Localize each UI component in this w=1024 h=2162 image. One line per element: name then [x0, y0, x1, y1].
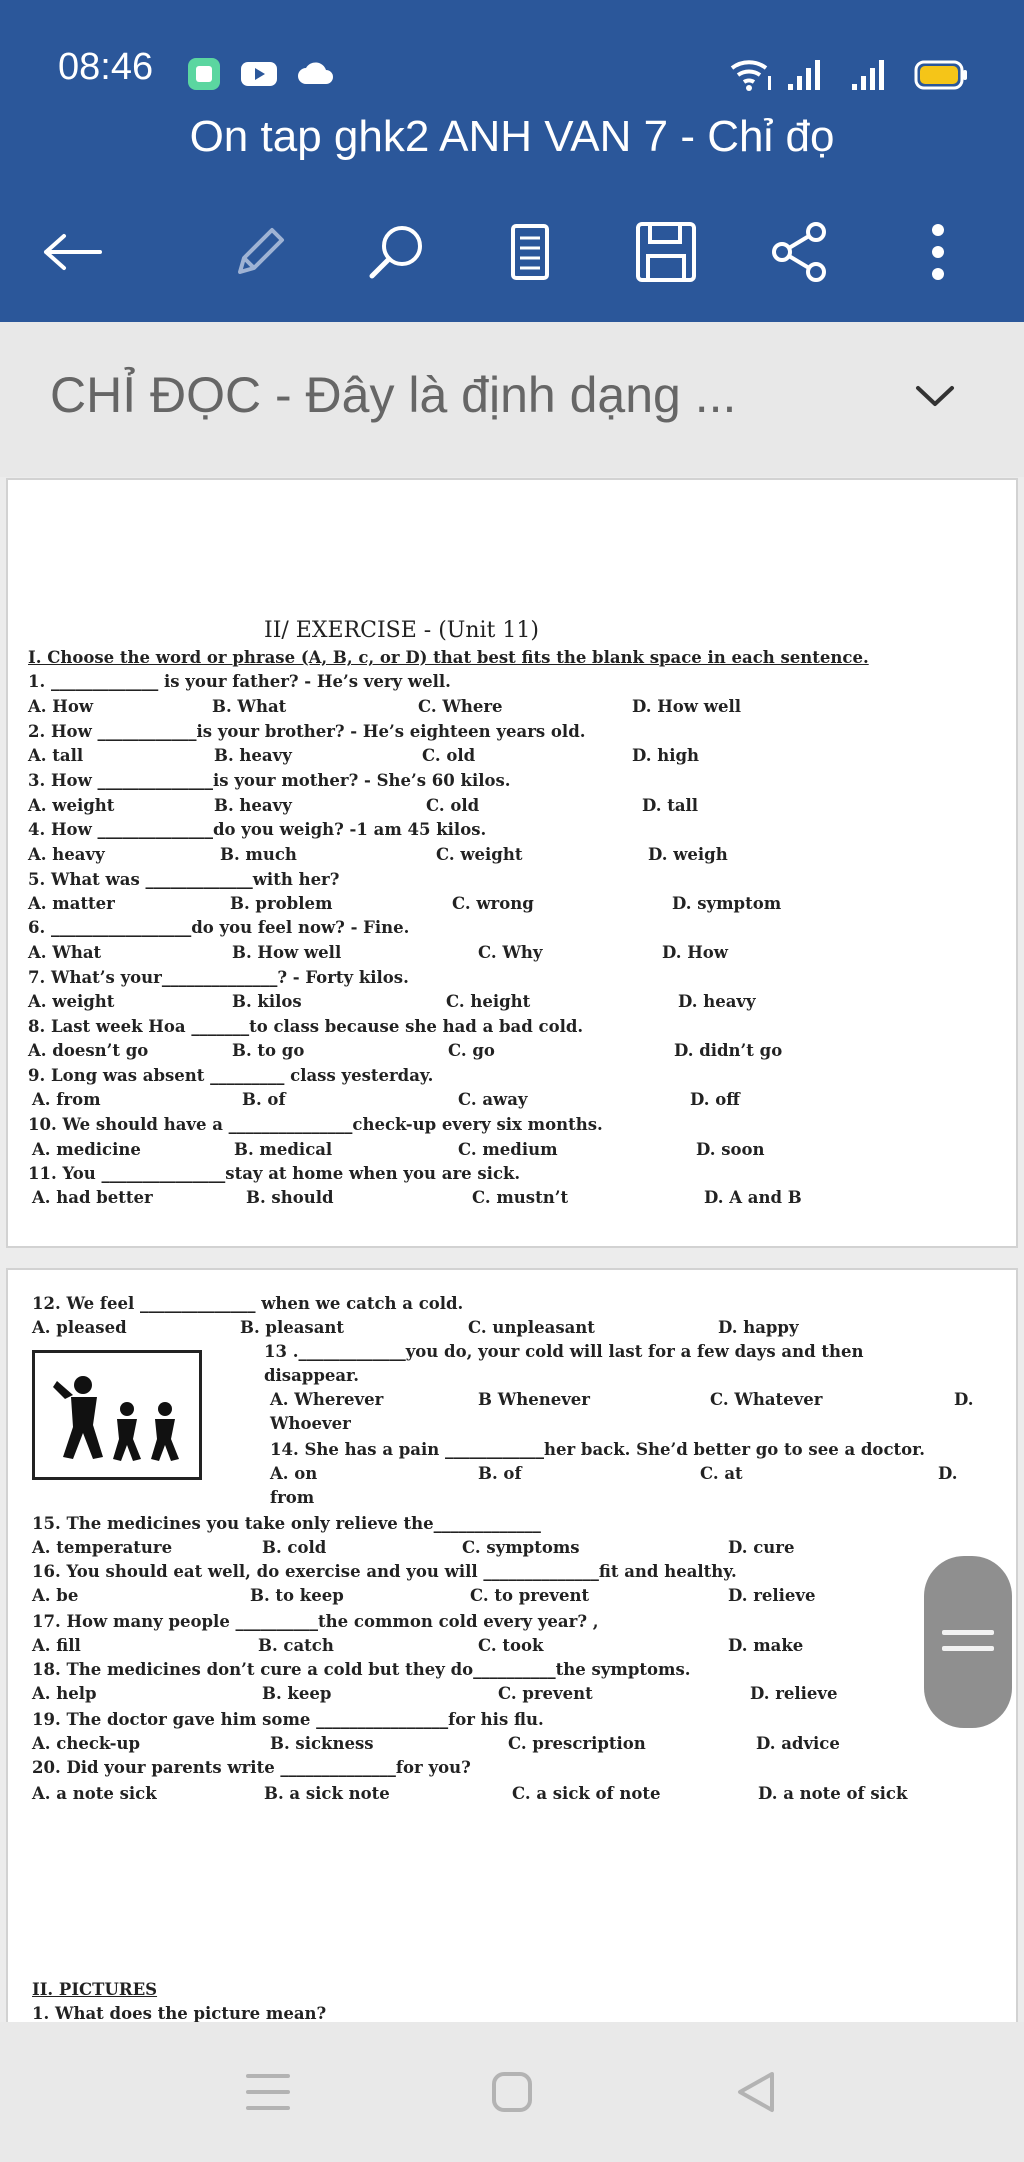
- option-b: B. sickness: [270, 1734, 374, 1753]
- drag-handle-icon: [940, 1622, 996, 1662]
- scroll-handle[interactable]: [924, 1556, 1012, 1728]
- question-12: 12. We feel ______________ when we catch a cold.: [32, 1294, 464, 1313]
- cloud-icon: [296, 56, 336, 96]
- option-d: D. high: [632, 746, 700, 765]
- option-b: B. cold: [262, 1538, 327, 1557]
- question-11: 11. You _______________stay at home when you are sick.: [28, 1164, 521, 1183]
- back-triangle-icon: [734, 2070, 778, 2114]
- question-13-cont: disappear.: [264, 1366, 359, 1385]
- option-b: B. What: [212, 697, 287, 716]
- option-b: B. problem: [230, 894, 333, 913]
- pencil-icon: [230, 222, 290, 282]
- option-d: D. advice: [756, 1734, 840, 1753]
- app-header: [0, 0, 1024, 322]
- status-bar: [0, 42, 1024, 92]
- option-c: C. medium: [458, 1140, 558, 1159]
- option-b: B. keep: [262, 1684, 332, 1703]
- search-icon: [364, 220, 428, 284]
- arrow-left-icon: [40, 232, 104, 272]
- question-7: 7. What’s your______________? - Forty kilos.: [28, 968, 409, 987]
- option-b: B. heavy: [214, 796, 292, 815]
- back-button[interactable]: [32, 212, 112, 292]
- option-a: A. pleased: [32, 1318, 127, 1337]
- option-c: C. height: [446, 992, 531, 1011]
- option-a: A. What: [28, 943, 102, 962]
- document-page-1: [6, 478, 1018, 1248]
- wifi-icon: [728, 56, 776, 96]
- option-a: A. Wherever: [270, 1390, 384, 1409]
- option-c: C. at: [700, 1464, 743, 1483]
- option-a: A. matter: [28, 894, 115, 913]
- question-13: 13 ._____________you do, your cold will last for a few days and then: [264, 1342, 864, 1361]
- option-b: B. to keep: [250, 1586, 344, 1605]
- option-d-text: from: [270, 1488, 315, 1507]
- option-a: A. be: [32, 1586, 79, 1605]
- option-b: B. catch: [258, 1636, 334, 1655]
- save-icon: [634, 220, 698, 284]
- option-a: A. from: [32, 1090, 101, 1109]
- question-15: 15. The medicines you take only relieve the_____________: [32, 1514, 541, 1533]
- option-c: C. symptoms: [462, 1538, 580, 1557]
- share-button[interactable]: [760, 212, 840, 292]
- option-b: B. kilos: [232, 992, 302, 1011]
- question-18: 18. The medicines don’t cure a cold but they do__________the symptoms.: [32, 1660, 691, 1679]
- option-b: B. should: [246, 1188, 334, 1207]
- question-19: 19. The doctor gave him some ________________for his flu.: [32, 1710, 544, 1729]
- option-d: D. heavy: [678, 992, 756, 1011]
- battery-icon: [914, 56, 968, 96]
- option-c: C. old: [422, 746, 476, 765]
- option-c: C. Why: [478, 943, 543, 962]
- youtube-icon: [240, 56, 278, 96]
- question-2: 2. How ____________is your brother? - He’s eighteen years old.: [28, 722, 586, 741]
- option-a: A. doesn’t go: [28, 1041, 149, 1060]
- option-d: D. weigh: [648, 845, 728, 864]
- people-exercising-icon: [35, 1353, 199, 1477]
- option-d: D. soon: [696, 1140, 765, 1159]
- option-b: B. of: [478, 1464, 522, 1483]
- search-button[interactable]: [356, 212, 436, 292]
- option-c: C. mustn’t: [472, 1188, 569, 1207]
- option-a: A. tall: [28, 746, 84, 765]
- option-c: C. go: [448, 1041, 495, 1060]
- status-time: 08:46: [58, 46, 154, 88]
- option-d: D. didn’t go: [674, 1041, 783, 1060]
- question-6: 6. _________________do you feel now? - Fine.: [28, 918, 410, 937]
- option-c: C. unpleasant: [468, 1318, 595, 1337]
- question-9: 9. Long was absent _________ class yesterday.: [28, 1066, 434, 1085]
- question-8: 8. Last week Hoa _______to class because she had a bad cold.: [28, 1017, 584, 1036]
- option-a: A. help: [32, 1684, 97, 1703]
- option-d: D. tall: [642, 796, 699, 815]
- read-only-text: CHỈ ĐỌC - Đây là định dạng ...: [50, 367, 737, 423]
- question-17: 17. How many people __________the common cold every year? ,: [32, 1612, 599, 1631]
- back-nav-button[interactable]: [716, 2062, 796, 2122]
- read-only-banner[interactable]: [0, 322, 1024, 477]
- option-b: B Whenever: [478, 1390, 590, 1409]
- question-20: 20. Did your parents write ______________for you?: [32, 1758, 471, 1777]
- option-a: A. heavy: [28, 845, 105, 864]
- option-b: B. to go: [232, 1041, 305, 1060]
- option-c: C. prevent: [498, 1684, 593, 1703]
- system-navigation-bar: [0, 2022, 1024, 2162]
- reading-view-button[interactable]: [490, 212, 570, 292]
- question-5: 5. What was _____________with her?: [28, 870, 340, 889]
- option-c: C. away: [458, 1090, 528, 1109]
- document-title: On tap ghk2 ANH VAN 7 - Chỉ đọ: [189, 112, 835, 161]
- option-a: A. a note sick: [32, 1784, 157, 1803]
- question-3: 3. How ______________is your mother? - She’s 60 kilos.: [28, 771, 511, 790]
- question-14: 14. She has a pain ____________her back. She’d better go to see a doctor.: [270, 1440, 926, 1459]
- option-c: C. Whatever: [710, 1390, 823, 1409]
- option-a: A. check-up: [32, 1734, 141, 1753]
- option-b: B. How well: [232, 943, 342, 962]
- option-d: D. symptom: [672, 894, 782, 913]
- option-c: C. to prevent: [470, 1586, 590, 1605]
- document-page-2: [6, 1268, 1018, 2022]
- recent-apps-button[interactable]: [228, 2062, 308, 2122]
- pictures-heading: II. PICTURES: [32, 1980, 158, 1999]
- option-d: D. relieve: [728, 1586, 816, 1605]
- option-b: B. pleasant: [240, 1318, 345, 1337]
- option-d: D. How: [662, 943, 729, 962]
- option-c: C. a sick of note: [512, 1784, 661, 1803]
- option-d: D. relieve: [750, 1684, 838, 1703]
- option-b: B. much: [220, 845, 297, 864]
- option-a: A. on: [270, 1464, 318, 1483]
- option-d: D. a note of sick: [758, 1784, 908, 1803]
- signal-icon-2: [850, 56, 890, 96]
- option-b: B. of: [242, 1090, 286, 1109]
- question-4: 4. How ______________do you weigh? -1 am 45 kilos.: [28, 820, 487, 839]
- option-c: C. weight: [436, 845, 523, 864]
- more-options-button[interactable]: [898, 212, 978, 292]
- option-b: B. medical: [234, 1140, 333, 1159]
- option-c: C. prescription: [508, 1734, 646, 1753]
- question-10: 10. We should have a _______________check-up every six months.: [28, 1115, 603, 1134]
- pictures-question-1: 1. What does the picture mean?: [32, 2004, 327, 2022]
- option-d: D. How well: [632, 697, 741, 716]
- option-c: C. old: [426, 796, 480, 815]
- option-a: A. weight: [28, 796, 115, 815]
- question-1: 1. _____________ is your father? - He’s very well.: [28, 672, 451, 691]
- menu-icon: [244, 2070, 292, 2114]
- option-a: A. had better: [32, 1188, 153, 1207]
- option-b: B. heavy: [214, 746, 292, 765]
- option-a: A. fill: [32, 1636, 81, 1655]
- option-a: A. weight: [28, 992, 115, 1011]
- chevron-down-icon[interactable]: [910, 382, 960, 416]
- document-view-icon: [505, 222, 555, 282]
- option-d: D. make: [728, 1636, 804, 1655]
- option-c: C. Where: [418, 697, 503, 716]
- option-b: B. a sick note: [264, 1784, 390, 1803]
- option-d: D. A and B: [704, 1188, 802, 1207]
- home-button[interactable]: [472, 2062, 552, 2122]
- option-a: A. temperature: [32, 1538, 173, 1557]
- question-16: 16. You should eat well, do exercise and you will ______________fit and healthy.: [32, 1562, 737, 1581]
- option-d: D.: [938, 1464, 958, 1483]
- edit-button[interactable]: [220, 212, 300, 292]
- save-button[interactable]: [626, 212, 706, 292]
- option-d: D. cure: [728, 1538, 795, 1557]
- option-d-text: Whoever: [270, 1414, 351, 1433]
- home-icon: [490, 2070, 534, 2114]
- option-d: D.: [954, 1390, 974, 1409]
- option-a: A. medicine: [32, 1140, 141, 1159]
- share-icon: [768, 220, 832, 284]
- app-notification-icon: [186, 56, 222, 96]
- more-vertical-icon: [928, 220, 948, 284]
- option-d: D. off: [690, 1090, 740, 1109]
- signal-icon-1: [786, 56, 826, 96]
- option-d: D. happy: [718, 1318, 799, 1337]
- exercise-heading: II/ EXERCISE - (Unit 11): [264, 618, 539, 643]
- option-c: C. took: [478, 1636, 544, 1655]
- option-c: C. wrong: [452, 894, 534, 913]
- option-a: A. How: [28, 697, 94, 716]
- instruction-text: I. Choose the word or phrase (A, B, c, or D) that best fits the blank space in each sentence.: [28, 648, 869, 667]
- exercise-picture: [32, 1350, 202, 1480]
